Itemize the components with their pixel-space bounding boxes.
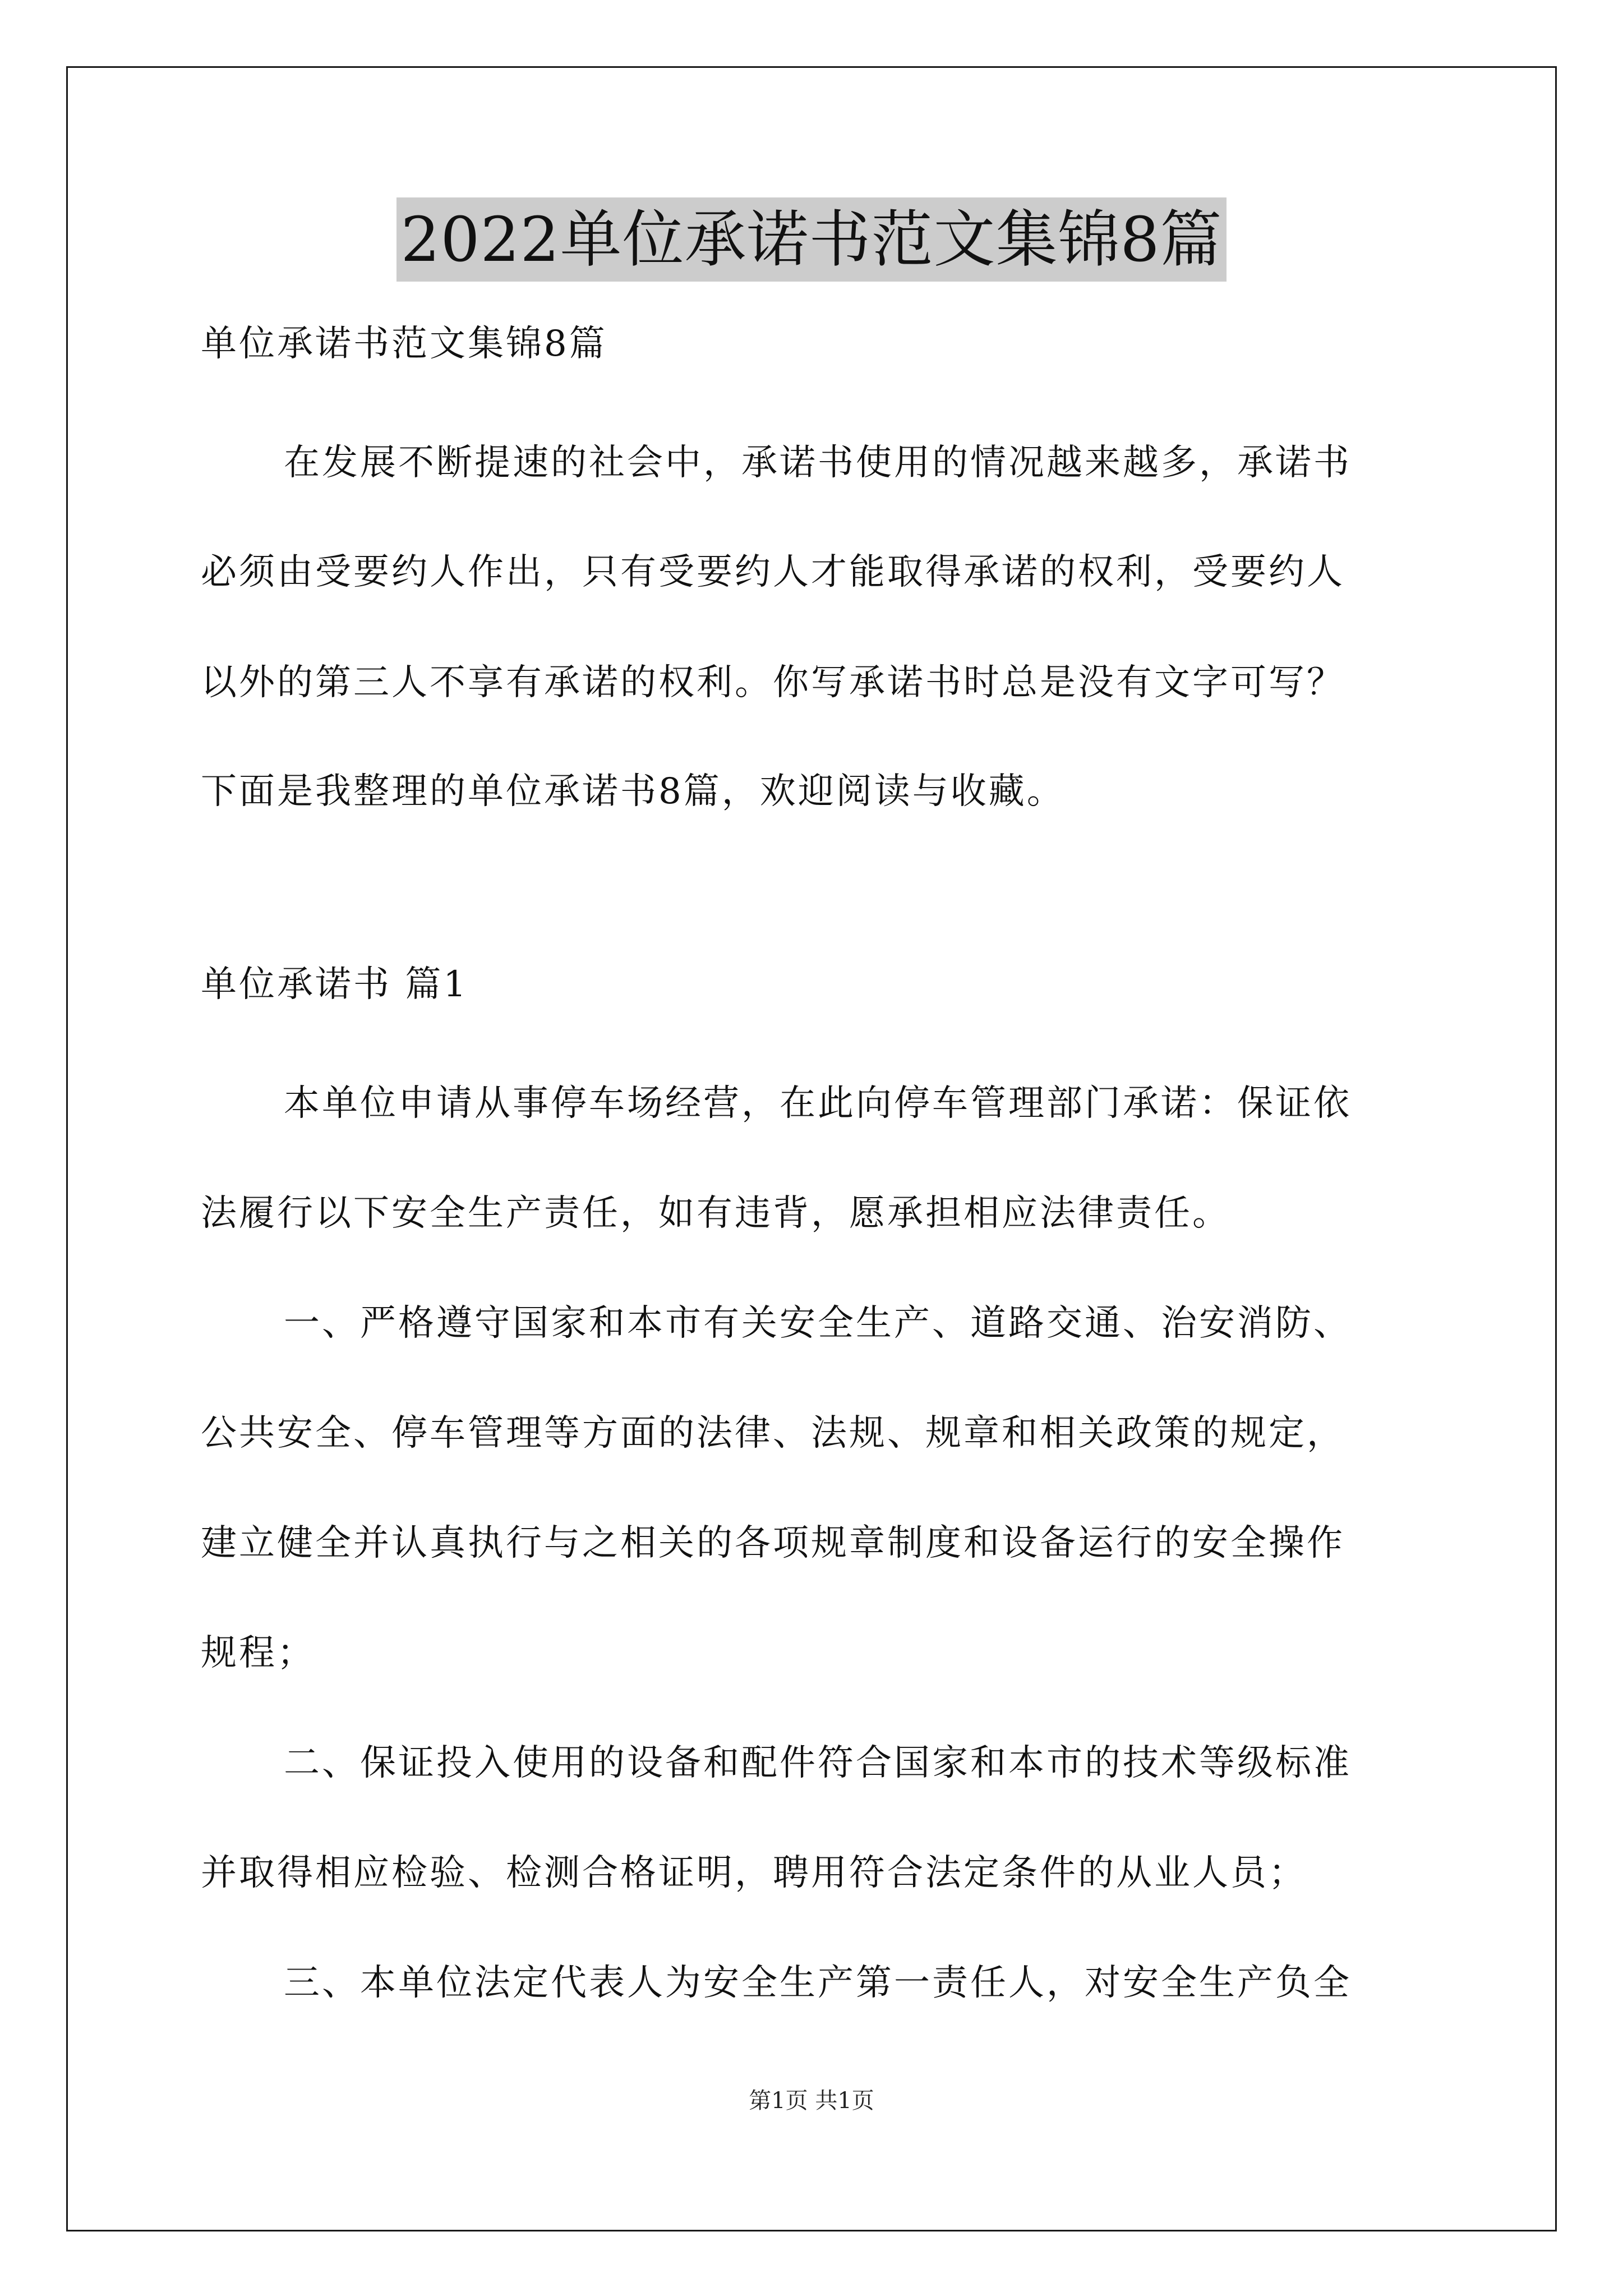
intro-line-2: 必须由受要约人作出，只有受要约人才能取得承诺的权利，受要约人 [201, 551, 1345, 593]
section1-line-8: 并取得相应检验、检测合格证明，聘用符合法定条件的从业人员； [201, 1852, 1307, 1894]
section1-line-3: 一、严格遵守国家和本市有关安全生产、道路交通、治安消防、 [284, 1303, 1352, 1344]
section1-line-6: 规程； [201, 1632, 315, 1674]
title-container [0, 197, 1623, 282]
section-heading-1: 单位承诺书 篇1 [201, 964, 469, 1005]
section1-line-2: 法履行以下安全生产责任，如有违背，愿承担相应法律责任。 [201, 1193, 1230, 1234]
intro-line-1: 在发展不断提速的社会中，承诺书使用的情况越来越多，承诺书 [284, 442, 1352, 484]
page-border [66, 66, 1557, 2231]
intro-line-3: 以外的第三人不享有承诺的权利。你写承诺书时总是没有文字可写？ [201, 662, 1345, 703]
section1-line-4: 公共安全、停车管理等方面的法律、法规、规章和相关政策的规定， [201, 1412, 1345, 1454]
document-subtitle: 单位承诺书范文集锦8篇 [201, 323, 607, 365]
document-title: 2022单位承诺书范文集锦8篇 [396, 197, 1227, 282]
section1-line-1: 本单位申请从事停车场经营，在此向停车管理部门承诺：保证依 [284, 1083, 1352, 1124]
page-footer: 第1页 共1页 [749, 2088, 874, 2114]
section1-line-9: 三、本单位法定代表人为安全生产第一责任人，对安全生产负全 [284, 1962, 1352, 2004]
section1-line-5: 建立健全并认真执行与之相关的各项规章制度和设备运行的安全操作 [201, 1522, 1345, 1564]
intro-line-4: 下面是我整理的单位承诺书8篇，欢迎阅读与收藏。 [201, 771, 1065, 812]
section1-line-7: 二、保证投入使用的设备和配件符合国家和本市的技术等级标准 [284, 1742, 1352, 1784]
